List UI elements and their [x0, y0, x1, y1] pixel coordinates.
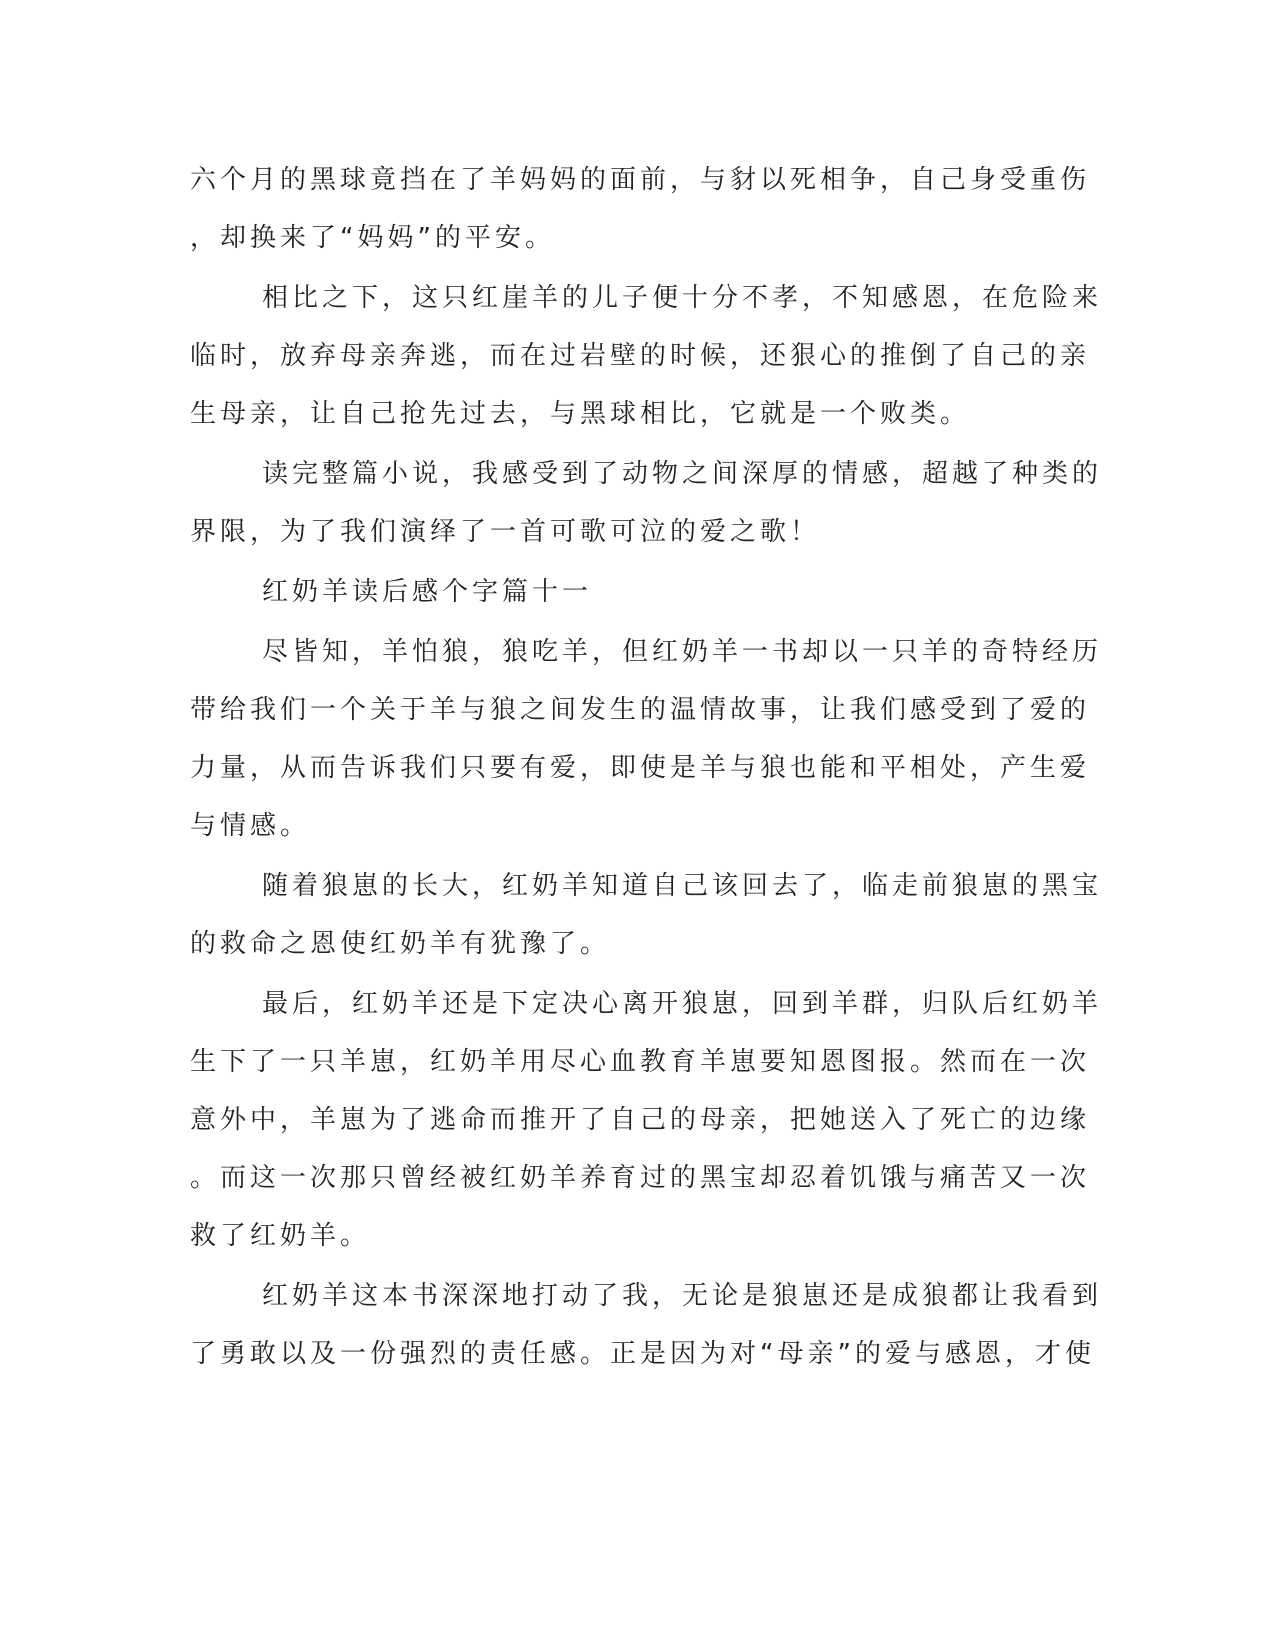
text-line: 救了红奶羊。 — [190, 1221, 371, 1251]
text-line: 。而这一次那只曾经被红奶羊养育过的黑宝却忍着饥饿与痛苦又一次 — [190, 1163, 1091, 1193]
text-line: 界限，为了我们演绎了一首可歌可泣的爱之歌！ — [190, 517, 821, 547]
text-line: 红奶羊这本书深深地打动了我，无论是狼崽还是成狼都让我看到 — [262, 1281, 1103, 1311]
text-line: 读完整篇小说，我感受到了动物之间深厚的情感，超越了种类的 — [262, 459, 1103, 489]
text-line: 意外中，羊崽为了逃命而推开了自己的母亲，把她送入了死亡的边缘 — [190, 1105, 1091, 1135]
text-line: ，却换来了“妈妈”的平安。 — [190, 223, 555, 253]
text-line: 与情感。 — [190, 811, 311, 841]
section-heading: 红奶羊读后感个字篇十一 — [262, 577, 593, 607]
text-line: 随着狼崽的长大，红奶羊知道自己该回去了，临走前狼崽的黑宝 — [262, 871, 1103, 901]
text-line: 相比之下，这只红崖羊的儿子便十分不孝，不知感恩，在危险来 — [262, 283, 1103, 313]
text-line: 带给我们一个关于羊与狼之间发生的温情故事，让我们感受到了爱的 — [190, 695, 1091, 725]
text-line: 生下了一只羊崽，红奶羊用尽心血教育羊崽要知恩图报。然而在一次 — [190, 1047, 1091, 1077]
text-line: 最后，红奶羊还是下定决心离开狼崽，回到羊群，归队后红奶羊 — [262, 989, 1103, 1019]
text-line: 临时，放弃母亲奔逃，而在过岩壁的时候，还狠心的推倒了自己的亲 — [190, 341, 1091, 371]
text-line: 生母亲，让自己抢先过去，与黑球相比，它就是一个败类。 — [190, 399, 971, 429]
text-line: 了勇敢以及一份强烈的责任感。正是因为对“母亲”的爱与感恩，才使 — [190, 1339, 1095, 1369]
text-line: 六个月的黑球竟挡在了羊妈妈的面前，与豺以死相争，自己身受重伤 — [190, 165, 1091, 195]
text-line: 力量，从而告诉我们只要有爱，即使是羊与狼也能和平相处，产生爱 — [190, 753, 1091, 783]
text-line: 尽皆知，羊怕狼，狼吃羊，但红奶羊一书却以一只羊的奇特经历 — [262, 637, 1103, 667]
text-line: 的救命之恩使红奶羊有犹豫了。 — [190, 929, 611, 959]
